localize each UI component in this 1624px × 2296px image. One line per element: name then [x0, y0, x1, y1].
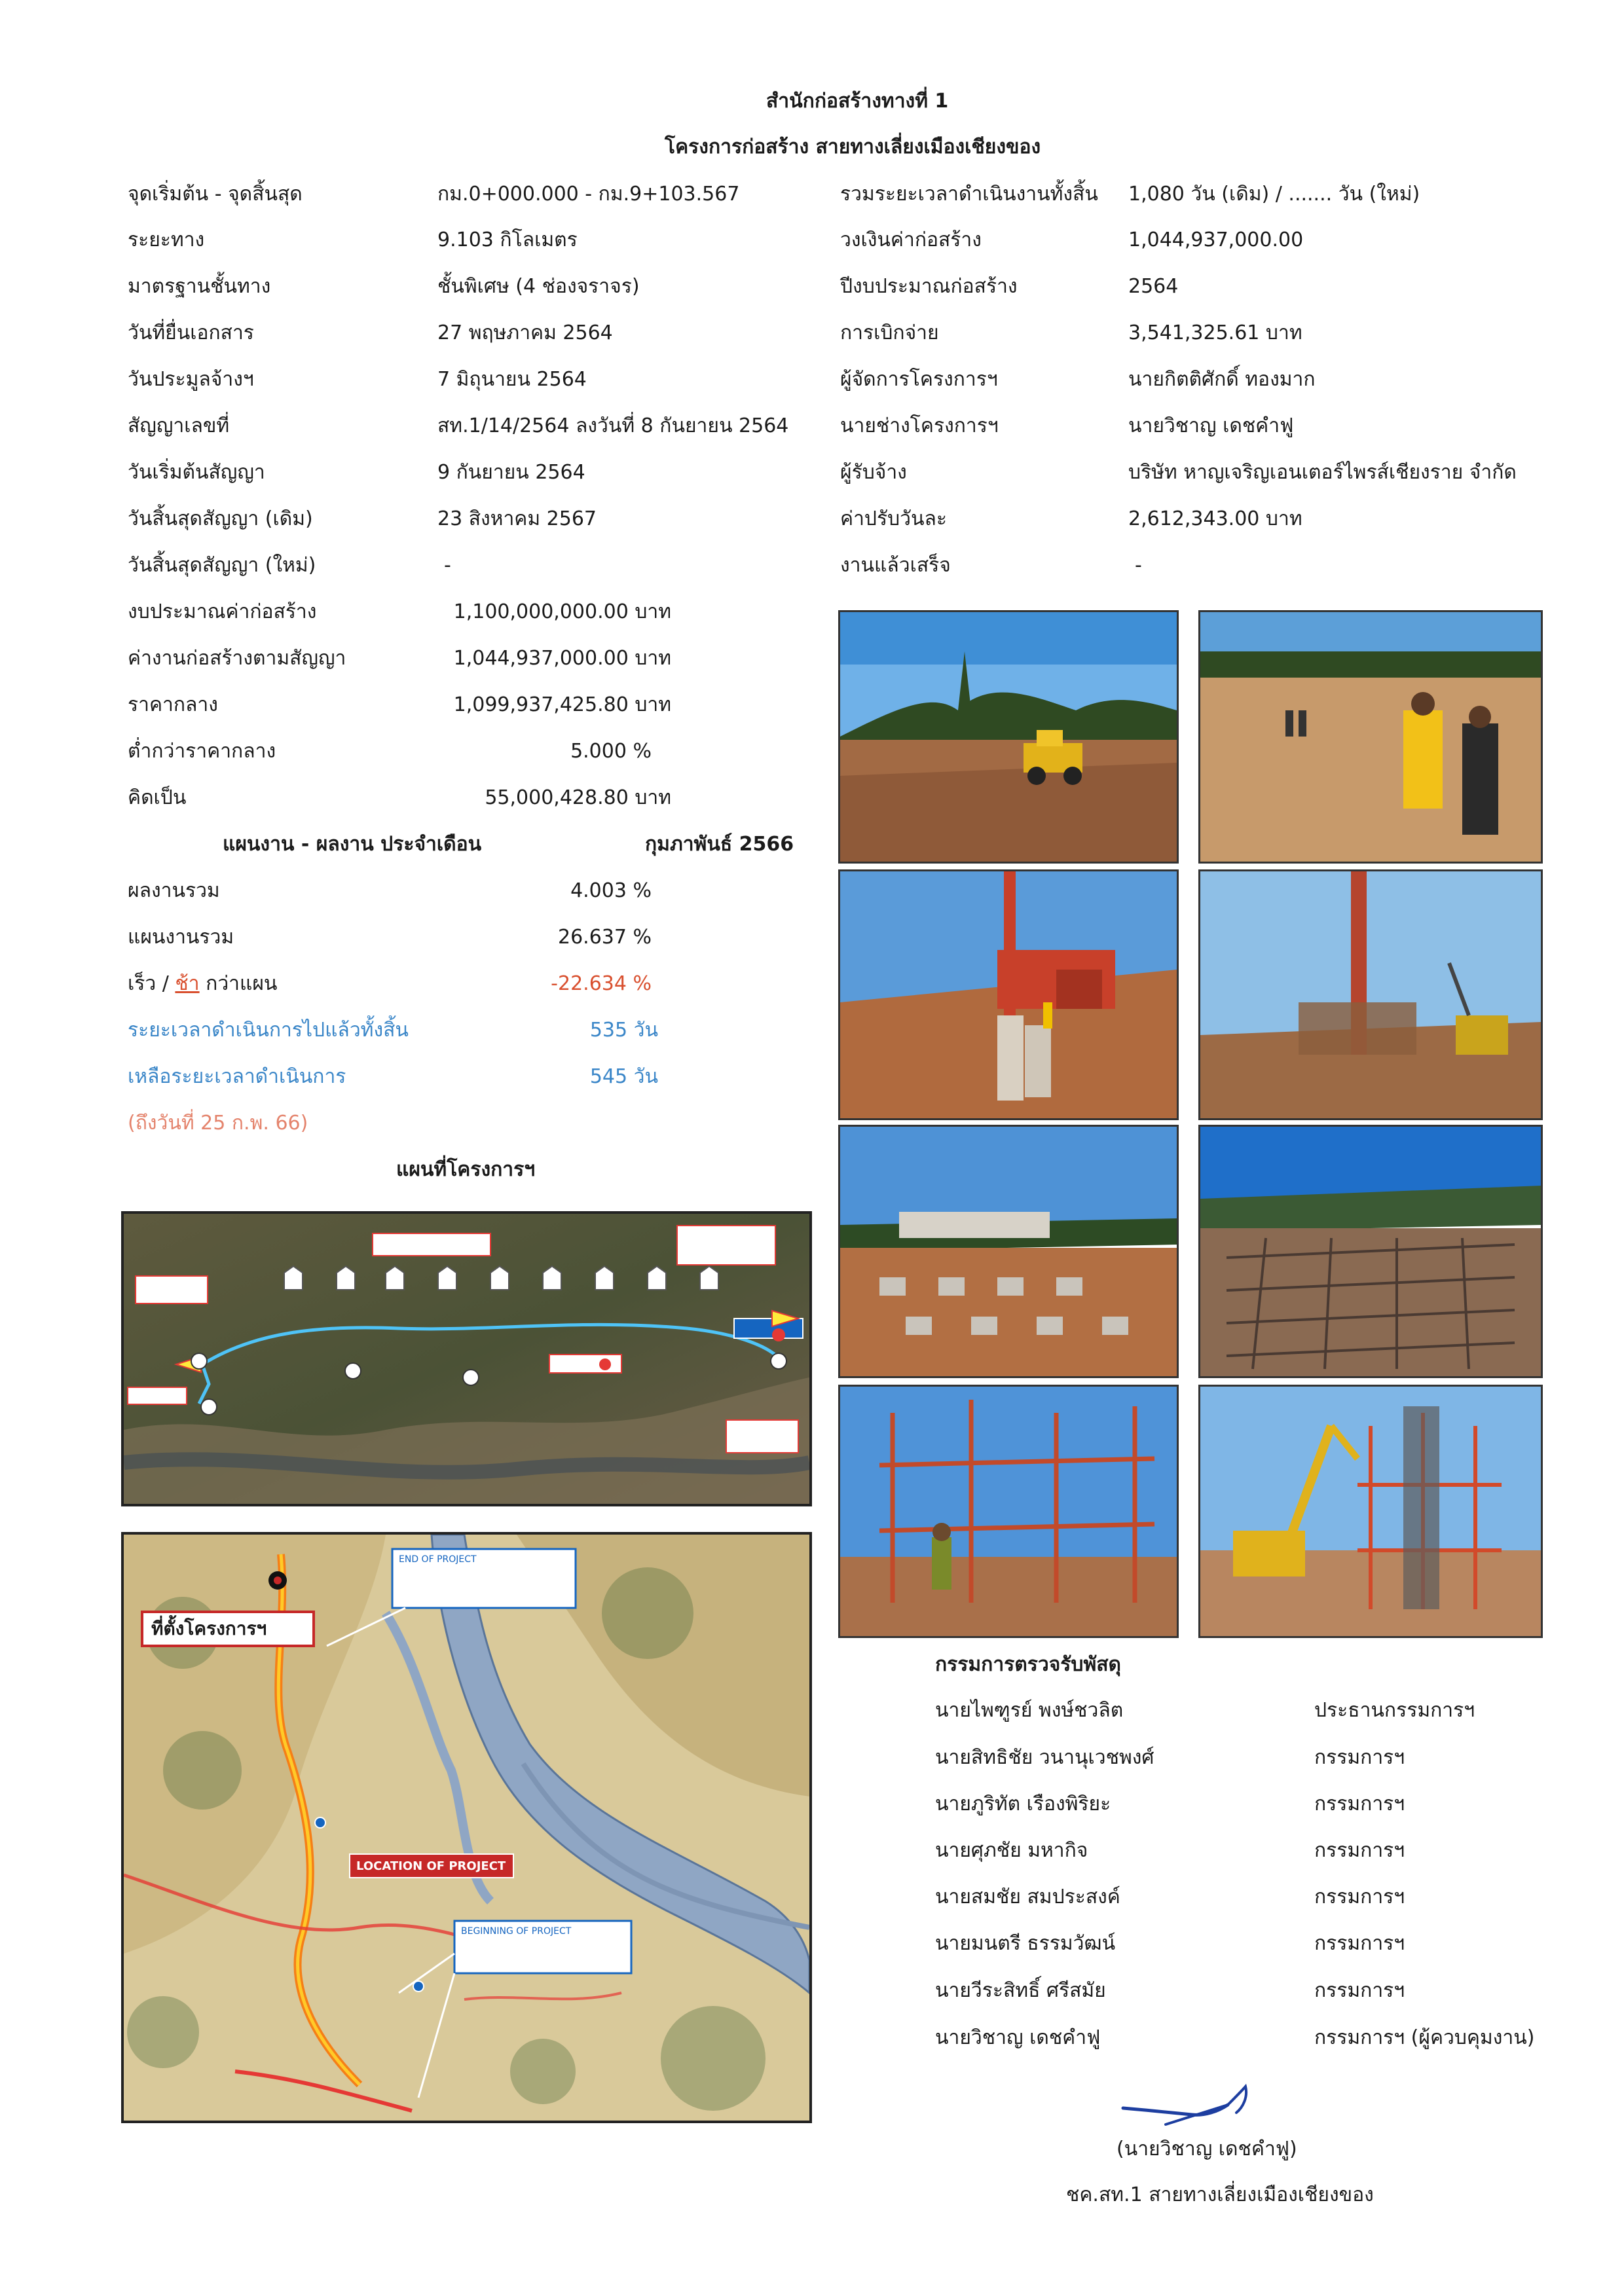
elapsed-value: 535 วัน	[589, 1019, 658, 1042]
location-topo-map	[121, 1532, 812, 2123]
field-label: จุดเริ่มต้น - จุดสิ้นสุด	[128, 183, 303, 206]
site-photo-excavator	[1198, 1385, 1543, 1638]
field-value: ชั้นพิเศษ (4 ช่องจราจร)	[437, 275, 640, 298]
location-of-project-label: LOCATION OF PROJECT	[356, 1859, 506, 1873]
committee-member-role: กรรมการฯ	[1314, 1839, 1405, 1862]
committee-member-role: กรรมการฯ	[1314, 1979, 1405, 2002]
field-value: 1,044,937,000.00	[1128, 228, 1304, 251]
field-value: 2,612,343.00 บาท	[1128, 507, 1302, 530]
field-label: วันที่ยื่นเอกสาร	[128, 321, 254, 344]
field-label: นายช่างโครงการฯ	[840, 414, 999, 437]
field-label: วันประมูลจ้างฯ	[128, 368, 254, 391]
site-photo-piling-rig	[838, 869, 1179, 1120]
committee-member-role: กรรมการฯ (ผู้ควบคุมงาน)	[1314, 2026, 1535, 2049]
site-photo-grader	[838, 610, 1179, 864]
route-satellite-map	[121, 1211, 812, 1506]
committee-member-role: กรรมการฯ	[1314, 1932, 1405, 1955]
project-title: โครงการก่อสร้าง สายทางเลี่ยงเมืองเชียงของ	[665, 136, 1041, 158]
field-label: วันเริ่มต้นสัญญา	[128, 461, 265, 484]
remaining-value: 545 วัน	[589, 1065, 658, 1088]
field-label: วันสิ้นสุดสัญญา (เดิม)	[128, 507, 313, 530]
budget-value: 1,100,000,000.00 บาท	[453, 600, 671, 623]
speed-label	[128, 974, 277, 994]
field-value: 2564	[1128, 275, 1179, 298]
plan-title: แผนงาน - ผลงาน ประจำเดือน	[223, 833, 482, 856]
budget-label: ราคากลาง	[128, 693, 218, 716]
plan-row-label: แผนงานรวม	[128, 926, 234, 949]
committee-member-name: นายวีระสิทธิ์ ศรีสมัย	[935, 1979, 1106, 2002]
remaining-label: เหลือระยะเวลาดำเนินการ	[128, 1065, 346, 1088]
budget-value: 5.000 %	[570, 740, 652, 763]
field-value: สท.1/14/2564 ลงวันที่ 8 กันยายน 2564	[437, 414, 789, 437]
speed-label-suffix: กว่าแผน	[199, 972, 278, 995]
budget-label: ต่ำกว่าราคากลาง	[128, 740, 276, 763]
beginning-of-project-label: BEGINNING OF PROJECT	[461, 1926, 572, 1937]
site-photo-pile-tower	[1198, 869, 1543, 1120]
field-label: รวมระยะเวลาดำเนินงานทั้งสิ้น	[840, 183, 1098, 206]
field-label: สัญญาเลขที่	[128, 414, 230, 437]
signer-position: ชค.สท.1 สายทางเลี่ยงเมืองเชียงของ	[1066, 2183, 1374, 2206]
field-value: 3,541,325.61 บาท	[1128, 321, 1302, 344]
committee-member-name: นายสิทธิชัย วนานุเวชพงศ์	[935, 1746, 1154, 1769]
committee-member-name: นายมนตรี ธรรมวัฒน์	[935, 1932, 1116, 1955]
budget-label: ค่างานก่อสร้างตามสัญญา	[128, 647, 346, 670]
field-label: ผู้รับจ้าง	[840, 461, 907, 484]
signer-name: (นายวิชาญ เดชคำฟู)	[1116, 2138, 1297, 2160]
committee-member-name: นายภูริทัต เรืองพิริยะ	[935, 1793, 1111, 1815]
field-value: 27 พฤษภาคม 2564	[437, 321, 613, 344]
speed-label-slow: ช้า	[175, 972, 200, 995]
committee-member-role: กรรมการฯ	[1314, 1746, 1405, 1769]
committee-member-role: กรรมการฯ	[1314, 1886, 1405, 1908]
field-value: 7 มิถุนายน 2564	[437, 368, 587, 391]
committee-title: กรรมการตรวจรับพัสดุ	[935, 1653, 1122, 1676]
field-value: 9.103 กิโลเมตร	[437, 228, 578, 251]
committee-member-name: นายไพฑูรย์ พงษ์ชวลิต	[935, 1699, 1124, 1722]
field-label: การเบิกจ่าย	[840, 321, 939, 344]
field-value: 23 สิงหาคม 2567	[437, 507, 597, 530]
field-label: ค่าปรับวันละ	[840, 507, 947, 530]
committee-member-name: นายสมชัย สมประสงค์	[935, 1886, 1120, 1908]
signature	[1120, 2079, 1277, 2131]
site-photo-pile-caps	[838, 1125, 1179, 1378]
field-value: กม.0+000.000 - กม.9+103.567	[437, 183, 740, 206]
field-label: ปีงบประมาณก่อสร้าง	[840, 275, 1018, 298]
location-label: ที่ตั้งโครงการฯ	[151, 1618, 267, 1639]
field-label: งานแล้วเสร็จ	[840, 554, 951, 577]
site-photo-surveyors	[1198, 610, 1543, 864]
elapsed-label: ระยะเวลาดำเนินการไปแล้วทั้งสิ้น	[128, 1019, 409, 1042]
field-value: นายกิตติศักดิ์ ทองมาก	[1128, 368, 1316, 391]
field-value: 1,080 วัน (เดิม) / ....... วัน (ใหม่)	[1128, 183, 1420, 206]
budget-value: 1,099,937,425.80 บาท	[453, 693, 671, 716]
committee-member-name: นายวิชาญ เดชคำฟู	[935, 2026, 1101, 2049]
speed-label-fast: เร็ว /	[128, 972, 175, 995]
office-title: สำนักก่อสร้างทางที่ 1	[766, 90, 949, 113]
map-section-title: แผนที่โครงการฯ	[396, 1158, 536, 1181]
committee-member-role: กรรมการฯ	[1314, 1793, 1405, 1815]
end-of-project-label: END OF PROJECT	[399, 1554, 477, 1565]
as-of-date: (ถึงวันที่ 25 ก.พ. 66)	[128, 1112, 308, 1135]
committee-member-name: นายศุภชัย มหากิจ	[935, 1839, 1088, 1862]
plan-row-label: ผลงานรวม	[128, 879, 220, 902]
field-value: 9 กันยายน 2564	[437, 461, 585, 484]
plan-row-value: 4.003 %	[570, 879, 652, 902]
field-value: บริษัท หาญเจริญเอนเตอร์ไพรส์เชียงราย จำกัด	[1128, 461, 1517, 484]
field-label: วันสิ้นสุดสัญญา (ใหม่)	[128, 554, 316, 577]
site-photo-formwork	[838, 1385, 1179, 1638]
plan-month: กุมภาพันธ์ 2566	[645, 833, 794, 856]
budget-label: คิดเป็น	[128, 786, 187, 809]
committee-member-role: ประธานกรรมการฯ	[1314, 1699, 1475, 1722]
site-photo-rebar-grid	[1198, 1125, 1543, 1378]
field-label: ระยะทาง	[128, 228, 205, 251]
field-label: มาตรฐานชั้นทาง	[128, 275, 271, 298]
speed-value: -22.634 %	[551, 972, 652, 995]
field-value: -	[1135, 554, 1142, 577]
field-label: ผู้จัดการโครงการฯ	[840, 368, 998, 391]
budget-value: 55,000,428.80 บาท	[485, 786, 671, 809]
field-value: นายวิชาญ เดชคำฟู	[1128, 414, 1294, 437]
field-value: -	[444, 554, 451, 577]
plan-row-value: 26.637 %	[557, 926, 652, 949]
budget-value: 1,044,937,000.00 บาท	[453, 647, 671, 670]
budget-label: งบประมาณค่าก่อสร้าง	[128, 600, 317, 623]
field-label: วงเงินค่าก่อสร้าง	[840, 228, 982, 251]
